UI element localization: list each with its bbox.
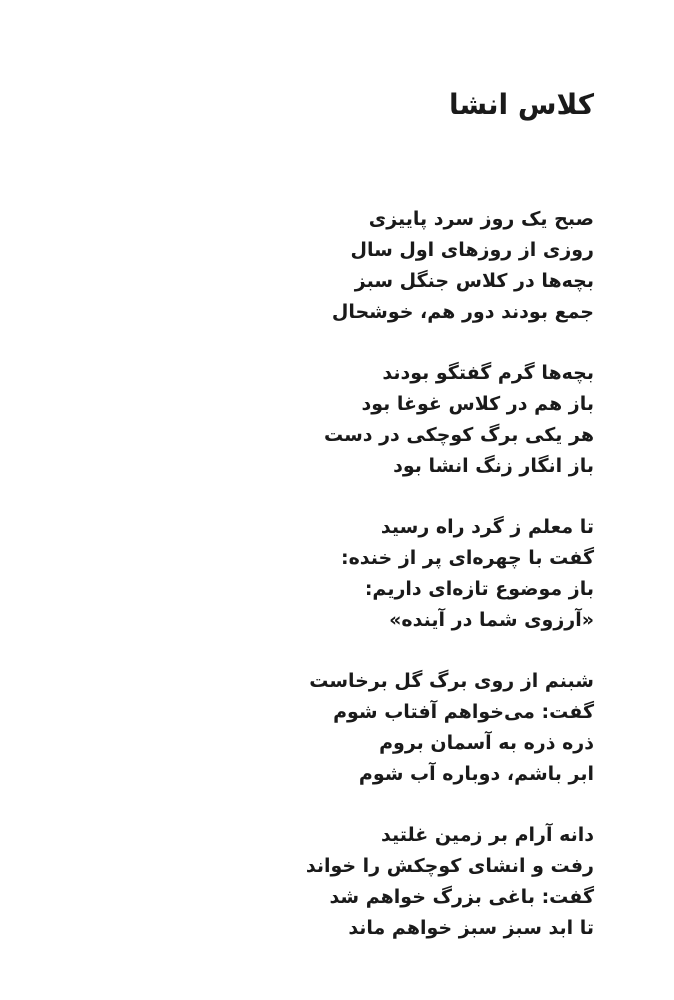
stanza-4 — [194, 666, 594, 790]
poem-line: باز انگار زنگ انشا بود — [393, 455, 594, 477]
poem-line: «آرزوی شما در آینده» — [389, 609, 594, 631]
stanza-5 — [194, 820, 594, 944]
poem-line: تا ابد سبز سبز خواهم ماند — [348, 917, 594, 939]
poem-line: گفت: باغی بزرگ خواهم شد — [329, 886, 594, 908]
stanza-1 — [194, 204, 594, 328]
poem-line: صبح یک روز سرد پاییزی — [368, 208, 594, 230]
poem-line: رفت و انشای کوچکش را خواند — [305, 855, 594, 877]
poem-body — [194, 204, 594, 944]
poem-title: کلاس انشا — [448, 87, 594, 121]
poem-line: تا معلم ز گرد راه رسید — [380, 516, 594, 538]
poem-line: باز موضوع تازه‌ای داریم: — [364, 578, 594, 600]
poem-line: هر یکی برگ کوچکی در دست — [323, 424, 594, 446]
poem-line: ذره ذره به آسمان بروم — [379, 732, 594, 754]
stanza-3 — [194, 512, 594, 636]
poem-line: گفت با چهره‌ای پر از خنده: — [340, 547, 594, 569]
poem-line: بچه‌ها در کلاس جنگل سبز — [354, 270, 594, 292]
poem-line: شبنم از روی برگ گل برخاست — [309, 670, 594, 692]
poem-line: باز هم در کلاس غوغا بود — [361, 393, 594, 415]
poem-line: گفت: می‌خواهم آفتاب شوم — [333, 701, 594, 723]
poem-line: بچه‌ها گرم گفتگو بودند — [382, 362, 594, 384]
poem-line: دانه آرام بر زمین غلتید — [381, 824, 594, 846]
poem-line: روزی از روزهای اول سال — [350, 239, 594, 261]
poem-line: جمع بودند دور هم، خوشحال — [331, 301, 594, 323]
stanza-2 — [194, 358, 594, 482]
poem-line: ابر باشم، دوباره آب شوم — [358, 763, 594, 785]
